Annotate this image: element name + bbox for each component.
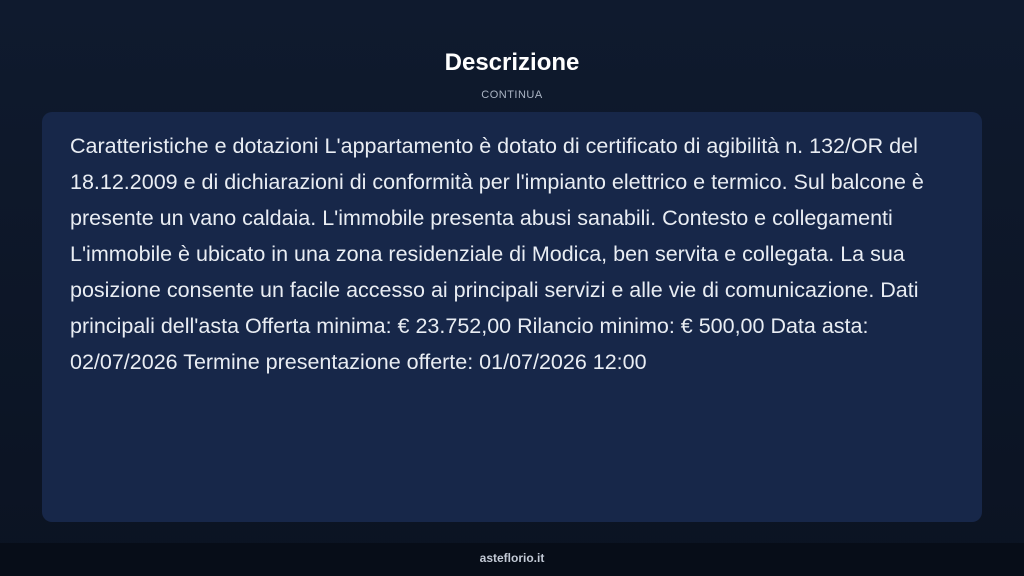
page-header <box>0 46 1024 102</box>
description-text: Caratteristiche e dotazioni L'appartamento è dotato di certificato di agibilità n. 132/OR del 18.12.2009 e di dichiarazioni di conformità per l'impianto elettrico e termico. Sul balcone è presente un vano caldaia. L'immobile presenta abusi sanabili. Contesto e collegamenti L'immobile è ubicato in una zona residenziale di Modica, ben servita e collegata. La sua posizione consente un facile accesso ai principali servizi e alle vie di comunicazione. Dati principali dell'asta Offerta minima: € 23.752,00 Rilancio minimo: € 500,00 Data asta: 02/07/2026 Termine presentazione offerte: 01/07/2026 12:00 <box>70 134 924 374</box>
footer-bar <box>0 543 1024 576</box>
description-card <box>42 112 982 522</box>
page-title: Descrizione <box>444 49 580 76</box>
site-name: asteflorio.it <box>479 551 545 565</box>
continue-label[interactable]: CONTINUA <box>481 89 543 101</box>
